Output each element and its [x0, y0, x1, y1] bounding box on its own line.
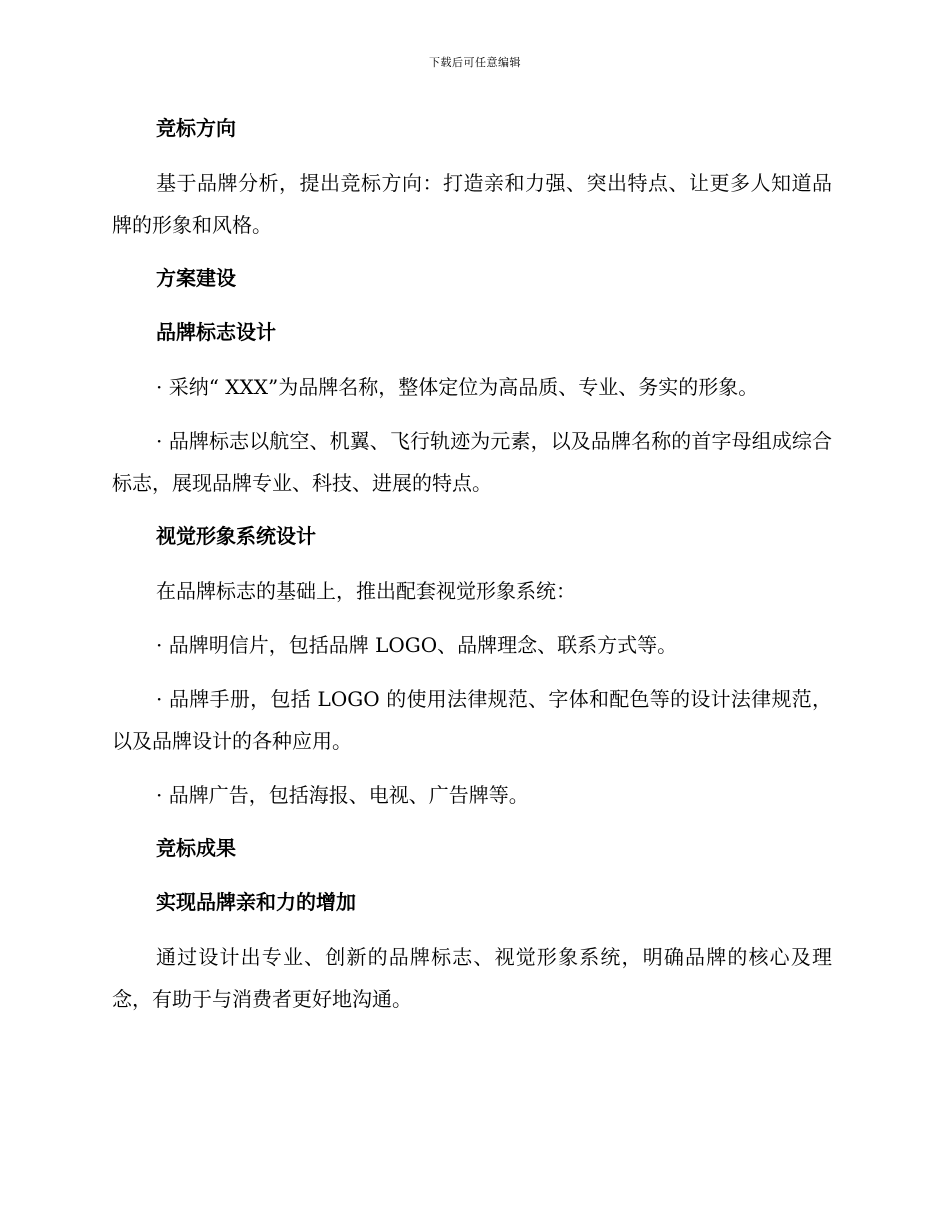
bullet-paragraph: · 品牌手册，包括 LOGO 的使用法律规范、字体和配色等的设计法律规范，以及品牌设计的各种应用。	[112, 687, 832, 753]
document-body	[112, 108, 832, 1032]
page-header: 下载后可任意编辑	[429, 56, 521, 69]
subsection-heading: 品牌标志设计	[156, 320, 276, 344]
bullet-paragraph: · 品牌标志以航空、机翼、飞行轨迹为元素，以及品牌名称的首字母组成综合标志，展现品牌专业、科技、进展的特点。	[112, 429, 832, 495]
section-heading: 竞标成果	[156, 836, 236, 860]
bullet-paragraph: · 采纳“ XXX”为品牌名称，整体定位为高品质、专业、务实的形象。	[156, 375, 759, 399]
section-heading: 方案建设	[156, 266, 236, 290]
paragraph: 在品牌标志的基础上，推出配套视觉形象系统：	[156, 579, 576, 603]
section-heading: 竞标方向	[156, 116, 236, 140]
subsection-heading: 实现品牌亲和力的增加	[156, 890, 356, 914]
paragraph: 通过设计出专业、创新的品牌标志、视觉形象系统，明确品牌的核心及理念，有助于与消费者更好地沟通。	[112, 945, 832, 1011]
paragraph: 基于品牌分析，提出竞标方向：打造亲和力强、突出特点、让更多人知道品牌的形象和风格。	[112, 171, 832, 237]
subsection-heading: 视觉形象系统设计	[156, 524, 316, 548]
bullet-paragraph: · 品牌明信片，包括品牌 LOGO、品牌理念、联系方式等。	[156, 633, 678, 657]
bullet-paragraph: · 品牌广告，包括海报、电视、广告牌等。	[156, 783, 529, 807]
